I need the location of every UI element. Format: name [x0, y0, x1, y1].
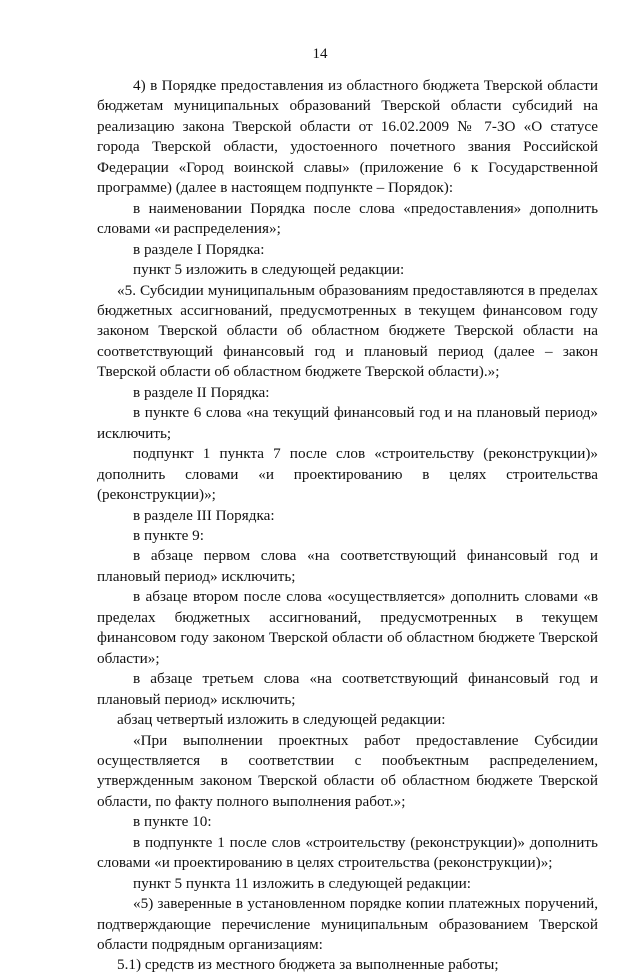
paragraph-point-9-abz-4-text: «При выполнении проектных работ предоставление Субсидии осуществляется в соответствии с пообъектным распределением, утвержденным законом Тверской области об областном бюджете Тверской области, по факту полного выполнения работ.»;: [97, 731, 598, 810]
paragraph-point-9: в пункте 9:: [133, 526, 204, 544]
paragraph-point-9-abz-4-intro: абзац четвертый изложить в следующей редакции:: [117, 711, 446, 729]
paragraph-point-9-abz-3: в абзаце третьем слова «на соответствующий финансовый год и плановый период» исключить;: [97, 670, 598, 708]
paragraph-point-7-sub-1: подпункт 1 пункта 7 после слов «строительству (реконструкции)» дополнить словами «и проектированию в целях строительства (реконструкции)»;: [97, 445, 598, 504]
paragraph-point-5-text: «5. Субсидии муниципальным образованиям предоставляются в пределах бюджетных ассигнований, предусмотренных в текущем финансовом году законом Тверской области об областном бюджете Тверской области на соответствующий финансовый год и плановый период (далее – закон Тверской области об областном бюджете Тверской области).»;: [97, 281, 598, 381]
paragraph-point-5-intro: пункт 5 изложить в следующей редакции:: [133, 261, 405, 279]
paragraph-section-2: в разделе II Порядка:: [133, 383, 270, 401]
paragraph-point-10-sub-1: в подпункте 1 после слов «строительству (реконструкции)» дополнить словами «и проектированию в целях строительства (реконструкции)»;: [97, 833, 598, 872]
paragraph-point-11-sub-5: «5) заверенные в установленном порядке копии платежных поручений, подтверждающие перечисление муниципальным образованием Тверской области подрядным организациям:: [97, 895, 598, 954]
paragraph-point-6: в пункте 6 слова «на текущий финансовый год и на плановый период» исключить;: [97, 404, 598, 442]
paragraph-point-9-abz-2: в абзаце втором после слова «осуществляется» дополнить словами «в пределах бюджетных ассигнований, предусмотренных в текущем финансовом году законом Тверской области об областном бюджете Тверской области»;: [97, 588, 598, 667]
document-body: [97, 76, 598, 976]
page-number: 14: [312, 46, 328, 62]
paragraph-point-10: в пункте 10:: [133, 813, 212, 831]
paragraph-title-amendment: в наименовании Порядка после слова «предоставления» дополнить словами «и распределения»;: [97, 199, 598, 238]
paragraph-item-4-intro: 4) в Порядке предоставления из областного бюджета Тверской области бюджетам муниципальных образований Тверской области субсидий на реализацию закона Тверской области от 16.02.2009 № 7-ЗО «О статусе города Тверской области, удостоенного почетного звания Российской Федерации «Город воинской славы» (приложение 6 к Государственной программе) (далее в настоящем подпункте – Порядок):: [97, 77, 598, 197]
paragraph-point-9-abz-1: в абзаце первом слова «на соответствующий финансовый год и плановый период» исключить;: [97, 547, 598, 585]
paragraph-section-1: в разделе I Порядка:: [133, 240, 265, 258]
paragraph-section-3: в разделе III Порядка:: [133, 506, 275, 524]
paragraph-point-11-intro: пункт 5 пункта 11 изложить в следующей редакции:: [133, 874, 472, 892]
paragraph-point-11-sub-5-1: 5.1) средств из местного бюджета за выполненные работы;: [117, 956, 499, 974]
